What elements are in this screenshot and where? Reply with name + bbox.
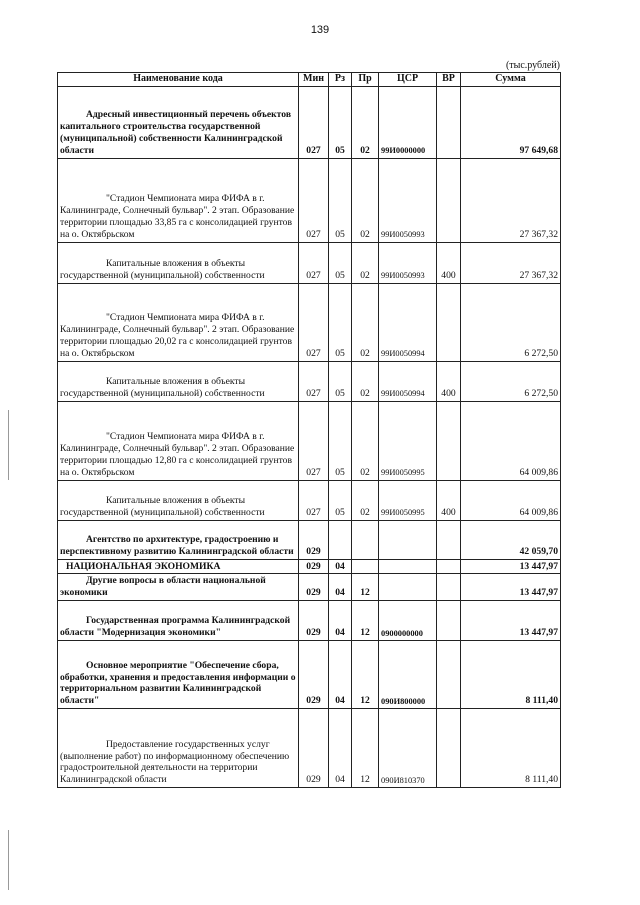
row-pr: 12 [352,601,379,641]
row-name: Капитальные вложения в объекты государственной (муниципальной) собственности [58,242,299,283]
row-pr: 02 [352,283,379,361]
row-name: "Стадион Чемпионата мира ФИФА в г. Калининграде, Солнечный бульвар". 2 этап. Образование территории площадью 12,80 га с консолидацией грунтов на о. Октябрьском [58,401,299,480]
row-name: Капитальные вложения в объекты государственной (муниципальной) собственности [58,361,299,401]
row-rz: 05 [329,361,352,401]
row-vr [437,709,461,788]
row-vr [437,601,461,641]
row-sum: 13 447,97 [461,601,561,641]
row-csr: 99И0050995 [379,401,437,480]
row-name: Основное мероприятие "Обеспечение сбора, обработки, хранения и предоставления информации о территориальном развитии Калининградской области" [58,641,299,709]
row-pr: 02 [352,401,379,480]
table-row [58,158,561,242]
row-min: 027 [299,283,329,361]
row-rz: 05 [329,158,352,242]
row-rz: 04 [329,641,352,709]
row-sum: 6 272,50 [461,283,561,361]
row-csr: 99И0050993 [379,242,437,283]
row-name: Адресный инвестиционный перечень объектов капитального строительства государственной (муниципальной) собственности Калининградской области [58,86,299,158]
row-sum: 42 059,70 [461,520,561,559]
row-rz: 05 [329,401,352,480]
row-rz: 05 [329,480,352,520]
table-row [58,641,561,709]
scan-margin-line [8,830,9,890]
table-row [58,401,561,480]
table-row [58,242,561,283]
col-header-name: Наименование кода [58,73,299,87]
row-csr [379,574,437,601]
row-rz: 05 [329,283,352,361]
row-min: 029 [299,559,329,574]
col-header-vr: ВР [437,73,461,87]
row-vr [437,158,461,242]
row-pr: 12 [352,641,379,709]
row-name: "Стадион Чемпионата мира ФИФА в г. Калининграде, Солнечный бульвар". 2 этап. Образование территории площадью 33,85 га с консолидацией грунтов на о. Октябрьском [58,158,299,242]
row-csr: 99И0000000 [379,86,437,158]
row-min: 027 [299,480,329,520]
row-name: Агентство по архитектуре, градостроению и перспективному развитию Калининградской области [58,520,299,559]
row-sum: 13 447,97 [461,574,561,601]
row-rz: 05 [329,242,352,283]
row-sum: 97 649,68 [461,86,561,158]
row-min: 027 [299,86,329,158]
row-csr: 99И0050993 [379,158,437,242]
table-row [58,361,561,401]
col-header-rz: Рз [329,73,352,87]
row-min: 027 [299,242,329,283]
row-min: 029 [299,520,329,559]
row-vr [437,559,461,574]
col-header-sum: Сумма [461,73,561,87]
row-csr: 99И0050995 [379,480,437,520]
row-min: 027 [299,158,329,242]
row-csr: 090И810370 [379,709,437,788]
row-sum: 8 111,40 [461,641,561,709]
table-row [58,601,561,641]
table-row [58,480,561,520]
row-vr [437,574,461,601]
row-name: Другие вопросы в области национальной экономики [58,574,299,601]
row-min: 029 [299,709,329,788]
row-csr [379,520,437,559]
row-name: Капитальные вложения в объекты государственной (муниципальной) собственности [58,480,299,520]
units-label: (тыс.рублей) [505,60,560,71]
table-row [58,86,561,158]
row-sum: 27 367,32 [461,242,561,283]
table-row [58,559,561,574]
row-csr: 0900000000 [379,601,437,641]
row-sum: 64 009,86 [461,401,561,480]
row-rz: 05 [329,86,352,158]
row-csr: 090И800000 [379,641,437,709]
row-sum: 8 111,40 [461,709,561,788]
row-rz: 04 [329,601,352,641]
row-sum: 64 009,86 [461,480,561,520]
row-name: "Стадион Чемпионата мира ФИФА в г. Калининграде, Солнечный бульвар". 2 этап. Образование территории площадью 20,02 га с консолидацией грунтов на о. Октябрьском [58,283,299,361]
budget-table [57,72,561,788]
row-min: 027 [299,401,329,480]
row-name: Государственная программа Калининградской области "Модернизация экономики" [58,601,299,641]
row-rz: 04 [329,559,352,574]
row-vr: 400 [437,480,461,520]
row-pr [352,559,379,574]
row-pr: 02 [352,242,379,283]
row-rz [329,520,352,559]
row-vr [437,401,461,480]
col-header-min: Мин [299,73,329,87]
row-rz: 04 [329,574,352,601]
row-sum: 6 272,50 [461,361,561,401]
table-row [58,520,561,559]
row-name: НАЦИОНАЛЬНАЯ ЭКОНОМИКА [58,559,299,574]
row-rz: 04 [329,709,352,788]
row-sum: 13 447,97 [461,559,561,574]
col-header-pr: Пр [352,73,379,87]
row-min: 029 [299,574,329,601]
row-pr [352,520,379,559]
table-row [58,283,561,361]
row-vr [437,283,461,361]
row-pr: 02 [352,361,379,401]
row-pr: 02 [352,480,379,520]
table-row [58,709,561,788]
row-vr: 400 [437,361,461,401]
row-pr: 12 [352,709,379,788]
row-pr: 12 [352,574,379,601]
row-min: 027 [299,361,329,401]
row-name: Предоставление государственных услуг (выполнение работ) по информационному обеспечению градостроительной деятельности на территории Калининградской области [58,709,299,788]
scan-margin-line [8,410,9,480]
table-row [58,574,561,601]
row-vr [437,86,461,158]
row-pr: 02 [352,86,379,158]
row-csr: 99И0050994 [379,283,437,361]
row-csr: 99И0050994 [379,361,437,401]
row-min: 029 [299,641,329,709]
row-vr: 400 [437,242,461,283]
page-number: 139 [310,24,330,36]
row-min: 029 [299,601,329,641]
row-vr [437,520,461,559]
row-vr [437,641,461,709]
row-csr [379,559,437,574]
row-pr: 02 [352,158,379,242]
col-header-csr: ЦСР [379,73,437,87]
header-row [58,73,561,87]
row-sum: 27 367,32 [461,158,561,242]
